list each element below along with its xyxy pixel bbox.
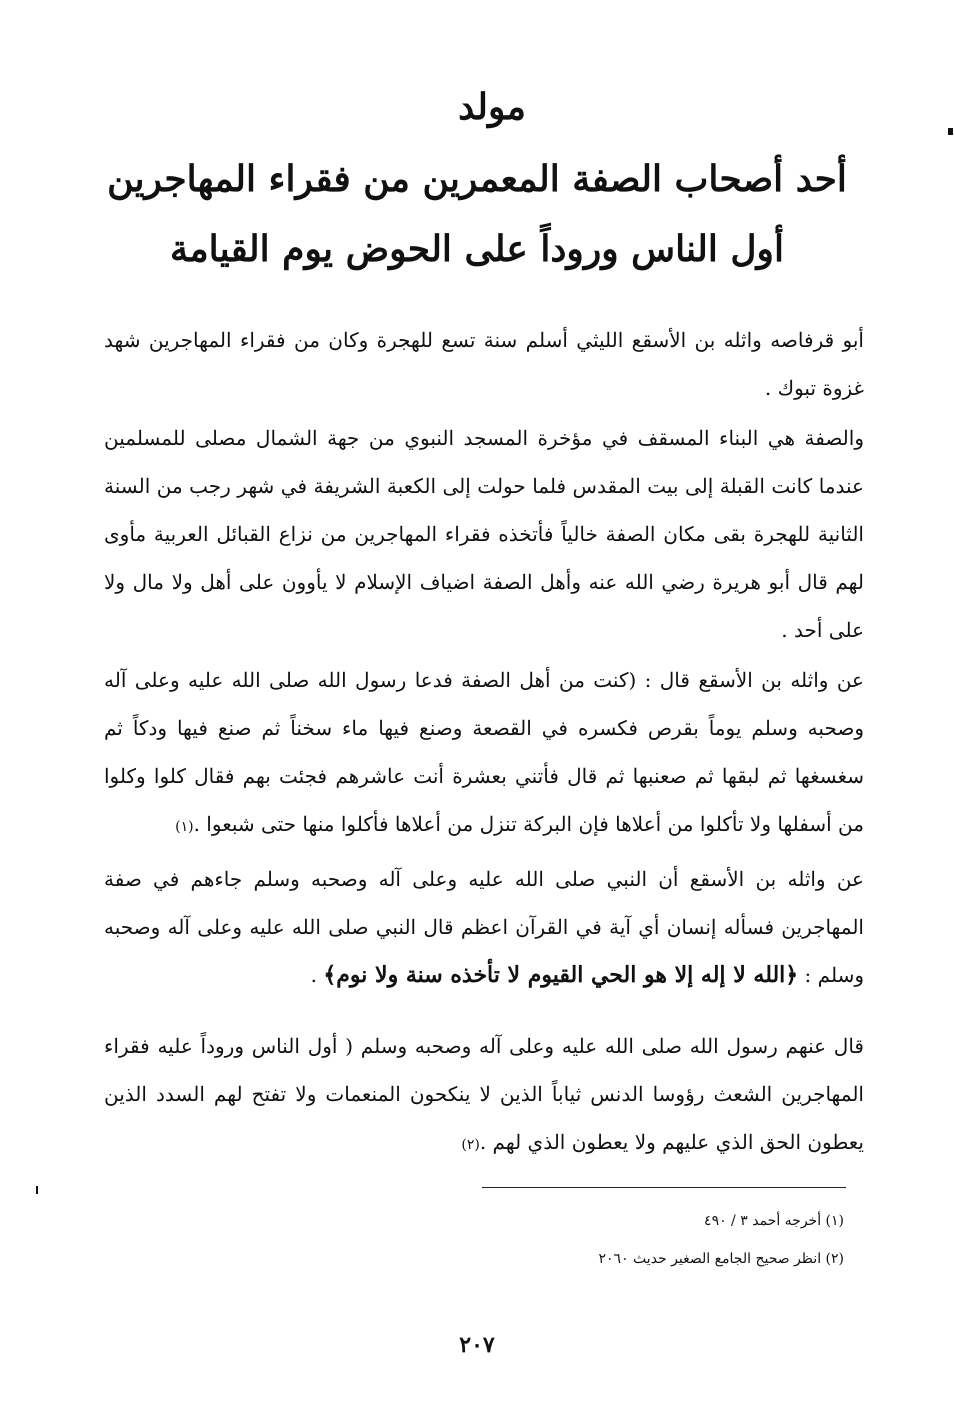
paragraph-3 — [104, 656, 864, 851]
page-number: ٢٠٧ — [459, 1332, 495, 1358]
footnote-1: (١) أخرجه أحمد ٣ / ٤٩٠ — [704, 1213, 844, 1229]
footnote-2: (٢) انظر صحيح الجامع الصغير حديث ٢٠٦٠ — [598, 1251, 844, 1267]
paragraph-4-text: عن واثله بن الأسقع أن النبي صلى الله عليه وعلى آله وصحبه وسلم جاءهم في صفة المهاجرين فسأله إنسان أي آية في القرآن اعظم قال النبي صلى الله عليه وعلى آله وصحبه وسلم : — [104, 867, 864, 987]
quran-verse: ﴿الله لا إله إلا هو الحي القيوم لا تأخذه سنة ولا نوم﴾ — [323, 962, 799, 988]
paragraph-1-text: أبو قرفاصه واثله بن الأسقع الليثي أسلم سنة تسع للهجرة وكان من فقراء المهاجرين شهد غزوة تبوك . — [104, 328, 864, 400]
paragraph-1 — [104, 316, 864, 412]
paragraph-5-text: قال عنهم رسول الله صلى الله عليه وعلى آله وصحبه وسلم ( أول الناس وروداً عليه فقراء المهاجرين الشعث رؤوسا الدنس ثياباً الذين لا ينكحون المنعمات ولا تفتح لهم السدد الذين يعطون الحق الذي عليهم ولا يعطون الذي لهم . — [104, 1034, 864, 1154]
page-mark-left — [36, 1186, 38, 1194]
paragraph-2 — [104, 414, 864, 654]
paragraph-4 — [104, 855, 864, 999]
paragraph-5 — [104, 1022, 864, 1169]
title-line-3: أول الناس وروداً على الحوض يوم القيامة — [170, 228, 784, 270]
paragraph-2-text: والصفة هي البناء المسقف في مؤخرة المسجد النبوي من جهة الشمال مصلى للمسلمين عندما كانت القبلة إلى بيت المقدس فلما حولت إلى الكعبة الشريفة في شهر رجب من السنة الثانية للهجرة بقى مكان الصفة خالياً فأتخذه فقراء المهاجرين من نزاع القبائل العربية مأوى لهم قال أبو هريرة رضي الله عنه وأهل الصفة اضياف الإسلام لا يأوون على أهل ولا مال ولا على أحد . — [104, 426, 864, 642]
title-line-1: مولد — [458, 86, 526, 128]
paragraph-3-text: عن واثله بن الأسقع قال : (كنت من أهل الصفة فدعا رسول الله صلى الله عليه وعلى آله وصحبه وسلم يوماً بقرص فكسره في القصعة وصنع فيها ماء سخناً ثم صنع فيها ودكاً ثم سغسغها ثم لبقها ثم صعنبها ثم قال فأتني بعشرة أنت عاشرهم فجئت بهم فقال كلوا وكلوا من أسفلها ولا تأكلوا من أعلاها فإن البركة تنزل من أعلاها فأكلوا منها حتى شبعوا . — [104, 668, 864, 836]
footnote-ref-2: (٢) — [461, 1137, 480, 1153]
paragraph-4-end: . — [310, 963, 317, 987]
footnote-divider — [482, 1187, 846, 1188]
footnote-ref-1: (١) — [175, 819, 194, 835]
title-line-2: أحد أصحاب الصفة المعمرين من فقراء المهاجرين — [107, 158, 847, 200]
page-mark-right — [948, 128, 953, 135]
